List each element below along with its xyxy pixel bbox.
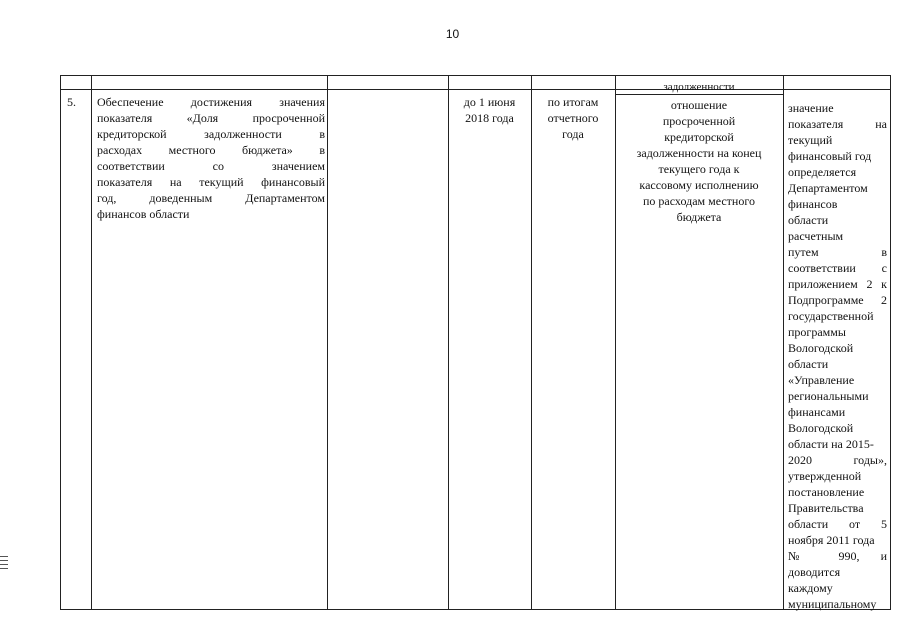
period-cell — [531, 94, 615, 142]
note-line: утвержденной — [788, 469, 862, 483]
description-line: соответствии со значением — [97, 159, 325, 173]
note-line: текущий — [788, 133, 833, 147]
description-line: Обеспечение достижения значения — [97, 95, 325, 109]
description-cell — [97, 94, 325, 222]
note-line: определяется — [788, 165, 857, 179]
note-line: Подпрограмме 2 — [788, 293, 887, 307]
note-line: расчетным — [788, 229, 844, 243]
indicator-line: кассовому исполнению — [639, 178, 759, 192]
column-divider — [531, 76, 532, 609]
note-line: «Управление — [788, 373, 855, 387]
note-line: финансов — [788, 197, 838, 211]
note-line: финансовый год — [788, 149, 872, 163]
row-number: 5. — [67, 95, 76, 109]
column-divider — [327, 76, 328, 609]
deadline-line: 2018 года — [465, 111, 514, 125]
note-line: муниципальному — [788, 597, 877, 611]
note-line: Департаментом — [788, 181, 868, 195]
row-divider — [615, 94, 783, 95]
scan-edge-marks — [0, 556, 8, 578]
description-line: показателя на текущий финансовый — [97, 175, 325, 189]
note-line: значение — [788, 101, 834, 115]
deadline-cell — [448, 94, 531, 126]
description-line: расходах местного бюджета» в — [97, 143, 325, 157]
note-line: региональными — [788, 389, 869, 403]
note-line: путем в — [788, 245, 887, 259]
period-line: отчетного — [547, 111, 599, 125]
note-line: программы — [788, 325, 846, 339]
period-line: года — [562, 127, 584, 141]
indicator-line: текущего года к — [658, 162, 740, 176]
note-line: государственной — [788, 309, 874, 323]
page-number: 10 — [445, 27, 460, 41]
indicator-cell — [615, 97, 783, 225]
column-divider — [783, 76, 784, 609]
column-divider — [448, 76, 449, 609]
header-cell-indicator: задолженности — [663, 81, 735, 93]
note-line: Вологодской — [788, 341, 854, 355]
note-line: финансами — [788, 405, 846, 419]
note-line: каждому — [788, 581, 833, 595]
note-line: 2020 годы», — [788, 453, 887, 467]
note-line: области — [788, 213, 829, 227]
description-line: кредиторской задолженности в — [97, 127, 325, 141]
note-cell — [788, 100, 887, 612]
indicator-line: отношение — [670, 98, 728, 112]
indicator-line: задолженности на конец — [636, 146, 762, 160]
indicator-line: по расходам местного — [643, 194, 755, 208]
note-line: области на 2015- — [788, 437, 874, 451]
description-line: год, доведенным Департаментом — [97, 191, 325, 205]
period-line: по итогам — [547, 95, 599, 109]
note-line: показателя на — [788, 117, 887, 131]
note-line: ноября 2011 года — [788, 533, 875, 547]
note-line: приложением 2 к — [788, 277, 887, 291]
description-line: финансов области — [97, 207, 190, 221]
note-line: № 990, и — [788, 549, 887, 563]
note-line: области от 5 — [788, 517, 887, 531]
note-line: Вологодской — [788, 421, 854, 435]
column-divider — [91, 76, 92, 609]
note-line: Правительства — [788, 501, 864, 515]
indicator-line: просроченной — [662, 114, 736, 128]
indicator-line: кредиторской — [664, 130, 734, 144]
note-line: соответствии с — [788, 261, 887, 275]
note-line: доводится — [788, 565, 841, 579]
document-table — [60, 75, 891, 610]
deadline-line: до 1 июня — [463, 95, 516, 109]
note-line: области — [788, 357, 829, 371]
description-line: показателя «Доля просроченной — [97, 111, 325, 125]
indicator-line: бюджета — [676, 210, 722, 224]
note-line: постановление — [788, 485, 865, 499]
